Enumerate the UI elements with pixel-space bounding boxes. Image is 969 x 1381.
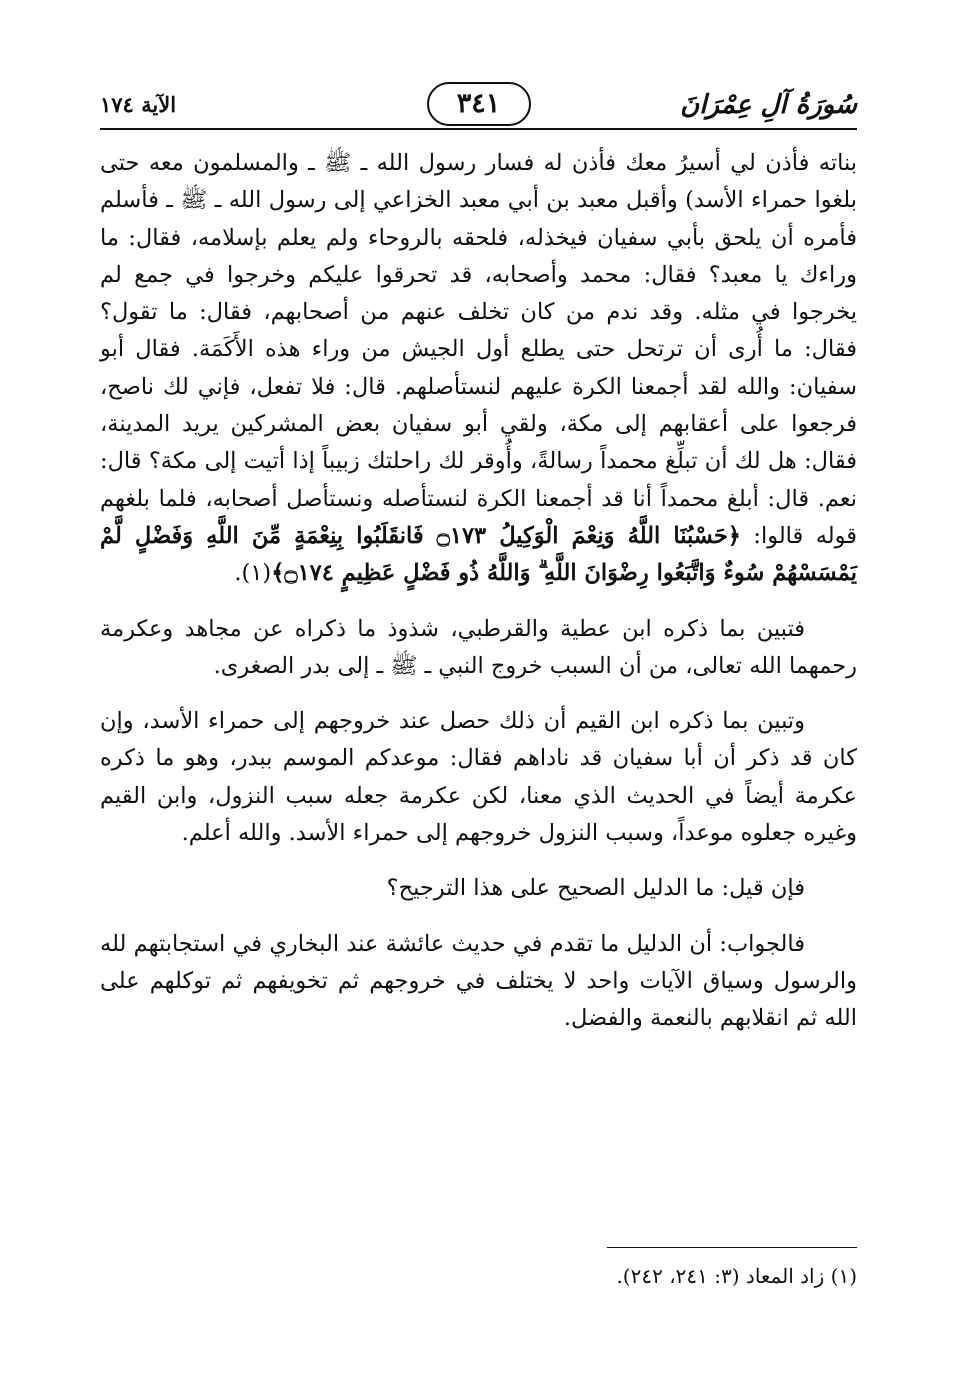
footnote-marker: (١). <box>234 560 272 587</box>
paragraph-5: فالجواب: أن الدليل ما تقدم في حديث عائشة عند البخاري في استجابتهم لله والرسول وسياق الآيات واحد لا يختلف في خروجهم ثم تخويفهم ثم توكلهم على الله ثم انقلابهم بالنعمة والفضل. <box>100 930 857 1032</box>
ayah-reference: الآية ١٧٤ <box>100 92 177 117</box>
main-text <box>100 145 857 1056</box>
page-header <box>100 82 857 126</box>
page-number: ٣٤١ <box>427 82 531 126</box>
paragraph-1-text: بناته فأذن لي أسيرُ معك فأذن له فسار رسول الله ـ ﷺ ـ والمسلمون معه حتى بلغوا حمراء الأسد) وأقبل معبد بن أبي معبد الخزاعي إلى رسول الله ـ ﷺ ـ فأسلم فأمره أن يلحق بأبي سفيان فيخذله، فلحقه بالروحاء ولم يعلم بإسلامه، فقال: ما وراءك يا معبد؟ فقال: محمد وأصحابه، قد تحرقوا عليكم وخرجوا في جمع لم يخرجوا في مثله. وقد ندم من كان تخلف عنهم من أصحابهم، فقال: ما تقول؟ فقال: ما أُرى أن ترتحل حتى يطلع أول الجيش من وراء هذه الأَكَمَة. فقال أبو سفيان: والله لقد أجمعنا الكرة عليهم لنستأصلهم. قال: فلا تفعل، فإني لك ناصح، فرجعوا على أعقابهم إلى مكة، ولقي أبو سفيان بعض المشركين يريد المدينة، فقال: هل لك أن تبلِّغ محمداً رسالةً، وأُوقر لك راحلتك زبيباً إذا أتيت إلى مكة؟ قال: نعم. قال: أبلغ محمداً أنا قد أجمعنا الكرة لنستأصله ونستأصل أصحابه، فلما بلغهم قوله قالوا: <box>100 150 858 549</box>
paragraph-1 <box>100 145 857 593</box>
footnote-divider <box>607 1247 857 1248</box>
header-divider <box>100 128 857 130</box>
quran-quote: ﴿حَسْبُنَا اللَّهُ وَنِعْمَ الْوَكِيلُ ۝١٧٣ فَانقَلَبُوا بِنِعْمَةٍ مِّنَ اللَّهِ وَفَضْلٍ لَّمْ يَمْسَسْهُمْ سُوءٌ وَاتَّبَعُوا رِضْوَانَ اللَّهِ ۗ وَاللَّهُ ذُو فَضْلٍ عَظِيمٍ ۝١٧٤﴾ <box>100 522 857 587</box>
footnote: (١) زاد المعاد (٣: ٢٤١، ٢٤٢). <box>616 1264 857 1288</box>
paragraph-2: فتبين بما ذكره ابن عطية والقرطبي، شذوذ ما ذكراه عن مجاهد وعكرمة رحمهما الله تعالى، من أن السبب خروج النبي ـ ﷺ ـ إلى بدر الصغرى. <box>100 615 857 679</box>
surah-name: سُورَةُ آلِ عِمْرَانَ <box>680 90 857 120</box>
paragraph-3: وتبين بما ذكره ابن القيم أن ذلك حصل عند خروجهم إلى حمراء الأسد، وإن كان قد ذكر أن أبا سفيان قد ناداهم فقال: موعدكم الموسم ببدر، وهو ما ذكره عكرمة أيضاً في الحديث الذي معنا، لكن عكرمة جعله سبب النزول، وابن القيم وغيره جعلوه موعداً، وسبب النزول خروجهم إلى حمراء الأسد. والله أعلم. <box>100 708 857 847</box>
paragraph-4: فإن قيل: ما الدليل الصحيح على هذا الترجيح؟ <box>386 875 805 902</box>
